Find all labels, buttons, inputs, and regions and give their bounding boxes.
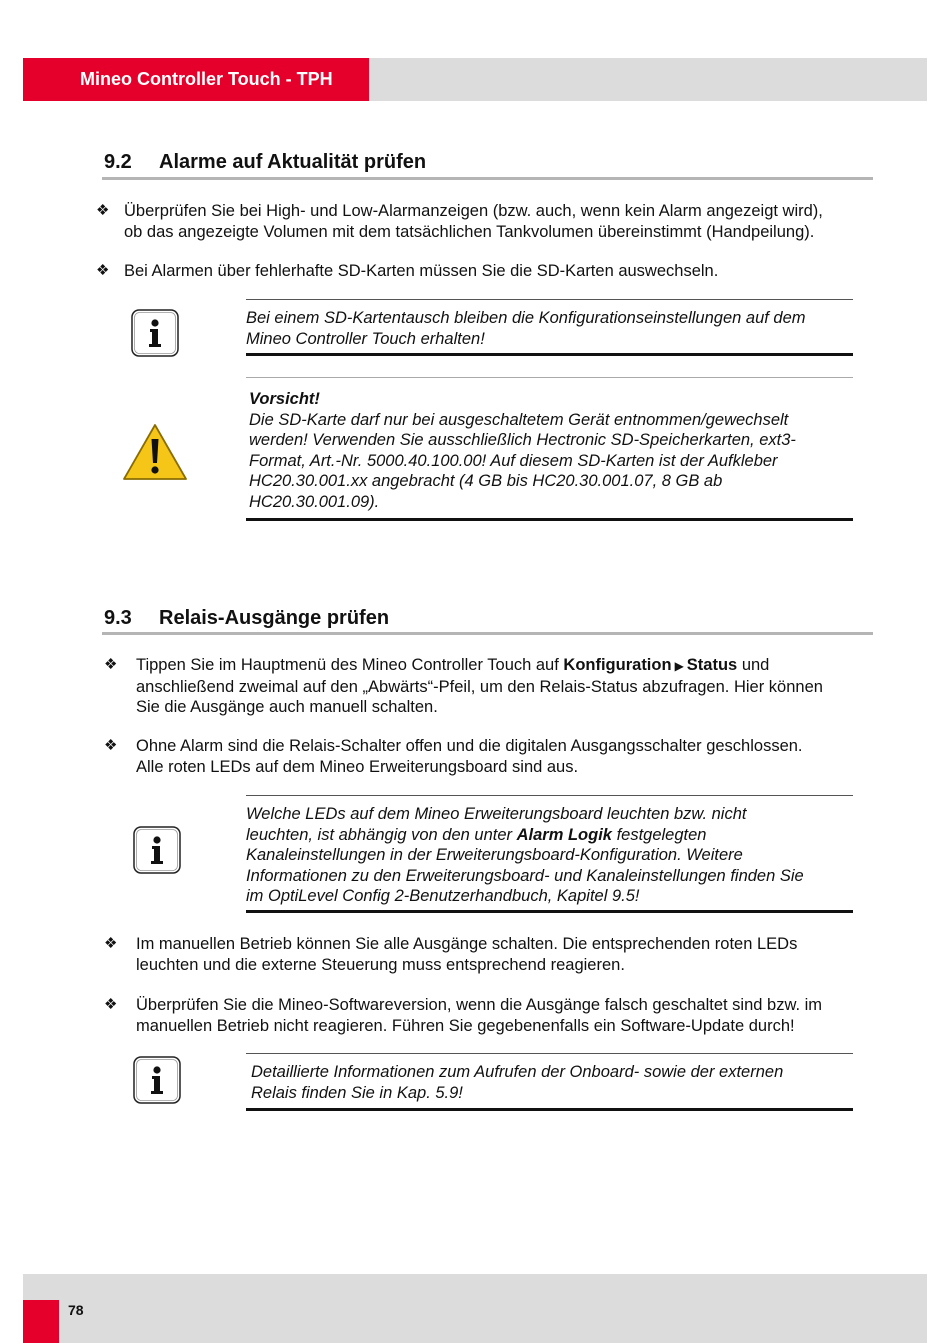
bullet-text-line: Überprüfen Sie die Mineo-Softwareversion, wenn die Ausgänge falsch geschaltet sind bzw. im: [136, 996, 823, 1014]
diamond-bullet-icon: ❖: [104, 737, 118, 754]
note-emphasis: Alarm Logik: [516, 825, 612, 844]
note-text-line: Informationen zu den Erweiterungsboard- und Kanaleinstellungen finden Sie: [246, 866, 804, 885]
diamond-bullet-icon: ❖: [104, 996, 118, 1013]
section-divider: [102, 177, 873, 180]
header-title: Mineo Controller Touch - TPH: [80, 69, 333, 89]
bullet-text-line: leuchten und die externe Steuerung muss entsprechend reagieren.: [136, 955, 625, 974]
warning-text-line: Format, Art.-Nr. 5000.40.100.00! Auf diesem SD-Karten ist der Aufkleber: [249, 451, 778, 470]
bullet-text-line: Bei Alarmen über fehlerhafte SD-Karten müssen Sie die SD-Karten auswechseln.: [124, 262, 719, 280]
warning-text-line: Die SD-Karte darf nur bei ausgeschaltetem Gerät entnommen/gewechselt: [249, 410, 789, 429]
info-note: [251, 1062, 853, 1103]
note-top-rule: [246, 795, 853, 796]
note-bottom-rule: [246, 910, 853, 913]
note-text-line: Mineo Controller Touch erhalten!: [246, 329, 485, 348]
section-divider: [102, 632, 873, 635]
note-text-line: Relais finden Sie in Kap. 5.9!: [251, 1083, 463, 1102]
section-title: Relais-Ausgänge prüfen: [159, 607, 390, 629]
bullet-text: und: [737, 656, 770, 674]
footer-bar: [23, 1274, 927, 1343]
note-bottom-rule: [246, 1108, 853, 1111]
note-text-line: Detaillierte Informationen zum Aufrufen der Onboard- sowie der externen: [251, 1063, 784, 1081]
triangle-right-icon: ▶: [674, 659, 684, 673]
bullet-text-line: [136, 655, 896, 677]
note-top-rule: [246, 1053, 853, 1054]
section-9-3-heading: [104, 607, 389, 630]
section-9-2-heading: [104, 151, 426, 174]
warning-text-line: HC20.30.001.xx angebracht (4 GB bis HC20.30.001.07, 8 GB ab: [249, 472, 723, 490]
note-text-line: Kanaleinstellungen in der Erweiterungsboard-Konfiguration. Weitere: [246, 846, 743, 864]
bullet-text-line: manuellen Betrieb nicht reagieren. Führen Sie gegebenenfalls ein Software-Update durch!: [136, 1016, 795, 1035]
menu-path-configuration: Konfiguration: [563, 656, 672, 674]
note-text: festgelegten: [611, 825, 707, 844]
diamond-bullet-icon: ❖: [96, 262, 110, 279]
info-note: [246, 804, 853, 907]
warning-top-rule: [246, 377, 853, 378]
warning-triangle-icon: [122, 423, 188, 481]
bullet-text-line: Im manuellen Betrieb können Sie alle Ausgänge schalten. Die entsprechenden roten LEDs: [136, 935, 798, 953]
warning-text-line: werden! Verwenden Sie ausschließlich Hectronic SD-Speicherkarten, ext3-: [249, 431, 796, 449]
bullet-text-line: Überprüfen Sie bei High- und Low-Alarmanzeigen (bzw. auch, wenn kein Alarm angezeigt wird),: [124, 202, 823, 220]
warning-note: [249, 389, 853, 512]
note-text-line: Welche LEDs auf dem Mineo Erweiterungsboard leuchten bzw. nicht: [246, 805, 747, 823]
note-text-line: [246, 825, 853, 846]
section-number: 9.3: [104, 607, 132, 629]
menu-path-status: Status: [686, 656, 738, 674]
diamond-bullet-icon: ❖: [104, 935, 118, 952]
info-note: [246, 308, 853, 349]
warning-text-line: HC20.30.001.09).: [249, 492, 380, 511]
note-top-rule: [246, 299, 853, 300]
note-bottom-rule: [246, 353, 853, 356]
bullet-text-line: Alle roten LEDs auf dem Mineo Erweiterungsboard sind aus.: [136, 757, 579, 776]
note-text: leuchten, ist abhängig von den unter: [246, 825, 517, 844]
section-title: Alarme auf Aktualität prüfen: [159, 151, 427, 173]
note-text-line: Bei einem SD-Kartentausch bleiben die Konfigurationseinstellungen auf dem: [246, 309, 806, 327]
info-icon: [133, 826, 181, 874]
bullet-text-line: anschließend zweimal auf den „Abwärts“-Pfeil, um den Relais-Status abzufragen. Hier können: [136, 677, 823, 696]
bullet-text-line: Sie die Ausgänge auch manuell schalten.: [136, 698, 438, 716]
diamond-bullet-icon: ❖: [104, 656, 118, 673]
bullet-text-line: ob das angezeigte Volumen mit dem tatsächlichen Tankvolumen übereinstimmt (Handpeilung).: [124, 222, 815, 241]
footer-brand-block: [23, 1300, 59, 1343]
section-number: 9.2: [104, 151, 132, 173]
warning-bottom-rule: [246, 518, 853, 521]
note-text-line: im OptiLevel Config 2-Benutzerhandbuch, Kapitel 9.5!: [246, 887, 640, 905]
bullet-text-line: Ohne Alarm sind die Relais-Schalter offen und die digitalen Ausgangsschalter geschlossen.: [136, 737, 803, 755]
page-number: 78: [68, 1302, 84, 1318]
info-icon: [133, 1056, 181, 1104]
diamond-bullet-icon: ❖: [96, 202, 110, 219]
info-icon: [131, 309, 179, 357]
bullet-text: Tippen Sie im Hauptmenü des Mineo Controller Touch auf: [136, 656, 564, 674]
warning-heading: Vorsicht!: [249, 390, 320, 408]
